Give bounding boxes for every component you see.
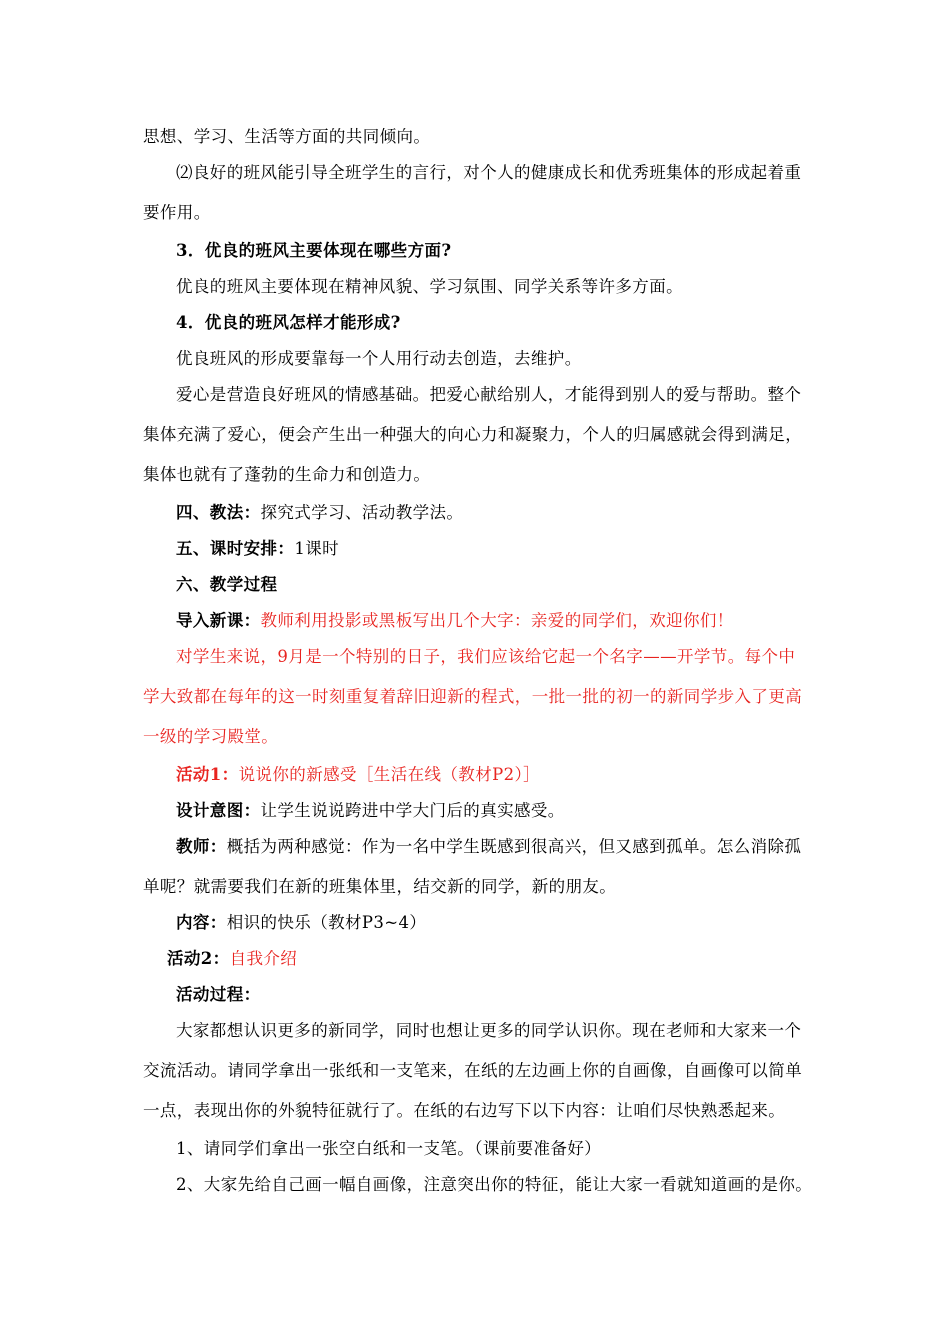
section-heading: [0, 574, 950, 596]
paragraph-line: [0, 646, 950, 668]
text: 一级的学习殿堂。: [143, 727, 279, 746]
design-intent-line: [0, 800, 950, 822]
text: 相识的快乐（教材P3~4）: [226, 913, 427, 932]
text: 优良班风的形成要靠每一个人用行动去创造，去维护。: [176, 349, 582, 368]
teacher-line: [0, 836, 950, 858]
text: 集体充满了爱心，便会产生出一种强大的向心力和凝聚力，个人的归属感就会得到满足，: [143, 425, 803, 444]
text: 2、大家先给自己画一幅自画像，注意突出你的特征，能让大家一看就知道画的是你。: [176, 1175, 813, 1194]
text: 交流活动。请同学拿出一张纸和一支笔来，在纸的左边画上你的自画像，自画像可以简单: [143, 1061, 803, 1080]
text: 大家都想认识更多的新同学，同时也想让更多的同学认识你。现在老师和大家来一个: [176, 1021, 802, 1040]
section-label: 五、课时安排：: [176, 539, 295, 558]
list-item: [0, 1174, 950, 1196]
paragraph-line: [0, 726, 950, 748]
text: 单呢？就需要我们在新的班集体里，结交新的同学，新的朋友。: [143, 877, 617, 896]
text: 自我介绍: [229, 949, 298, 968]
intro-line: [0, 610, 950, 632]
list-item: [0, 1138, 950, 1160]
text: 要作用。: [143, 203, 211, 222]
section-label: 内容：: [176, 913, 227, 932]
text: 探究式学习、活动教学法。: [260, 503, 464, 522]
paragraph-line: [0, 1060, 950, 1082]
text: 六、教学过程: [176, 575, 278, 594]
text: 学大致都在每年的这一时刻重复着辞旧迎新的程式，一批一批的初一的新同学步入了更高: [143, 687, 803, 706]
text: 让学生说说跨进中学大门后的真实感受。: [260, 801, 565, 820]
text: 1课时: [294, 539, 340, 558]
paragraph-line: [0, 348, 950, 370]
paragraph-line: [0, 384, 950, 406]
section-label: 设计意图：: [176, 801, 261, 820]
activity-line: [0, 764, 950, 786]
question-heading: [0, 240, 950, 262]
section-label: 教师：: [176, 837, 227, 856]
paragraph-line: [0, 686, 950, 708]
paragraph-line: [0, 126, 950, 148]
paragraph-line: [0, 464, 950, 486]
paragraph-line: [0, 1020, 950, 1042]
text: ⑵良好的班风能引导全班学生的言行，对个人的健康成长和优秀班集体的形成起着重: [176, 163, 802, 182]
section-heading: [0, 984, 950, 1006]
section-line: [0, 538, 950, 560]
activity-label: 活动2：: [167, 949, 230, 968]
text: 对学生来说，9月是一个特别的日子，我们应该给它起一个名字——开学节。每个中: [176, 647, 796, 666]
text: 1、请同学们拿出一张空白纸和一支笔。（课前要准备好）: [176, 1139, 602, 1158]
text: 优良的班风主要体现在精神风貌、学习氛围、同学关系等许多方面。: [176, 277, 683, 296]
question-heading: [0, 312, 950, 334]
paragraph-line: [0, 1100, 950, 1122]
section-line: [0, 502, 950, 524]
text: 思想、学习、生活等方面的共同倾向。: [143, 127, 431, 146]
text: 活动过程：: [176, 985, 261, 1004]
section-label: 导入新课：: [176, 611, 261, 630]
text: 说说你的新感受［生活在线（教材P2）］: [238, 765, 541, 784]
paragraph-line: [0, 202, 950, 224]
section-label: 四、教法：: [176, 503, 261, 522]
activity-line: [0, 948, 950, 970]
content-line: [0, 912, 950, 934]
paragraph-line: [0, 876, 950, 898]
activity-label: 活动1：: [176, 765, 239, 784]
text: 集体也就有了蓬勃的生命力和创造力。: [143, 465, 431, 484]
text: 教师利用投影或黑板写出几个大字：亲爱的同学们，欢迎你们！: [260, 611, 734, 630]
text: 概括为两种感觉：作为一名中学生既感到很高兴，但又感到孤单。怎么消除孤: [226, 837, 802, 856]
paragraph-line: [0, 276, 950, 298]
text: 4．优良的班风怎样才能形成?: [176, 313, 401, 332]
paragraph-line: [0, 424, 950, 446]
paragraph-line: [0, 162, 950, 184]
text: 爱心是营造良好班风的情感基础。把爱心献给别人，才能得到别人的爱与帮助。整个: [176, 385, 802, 404]
text: 一点，表现出你的外貌特征就行了。在纸的右边写下以下内容：让咱们尽快熟悉起来。: [143, 1101, 786, 1120]
text: 3．优良的班风主要体现在哪些方面?: [176, 241, 452, 260]
